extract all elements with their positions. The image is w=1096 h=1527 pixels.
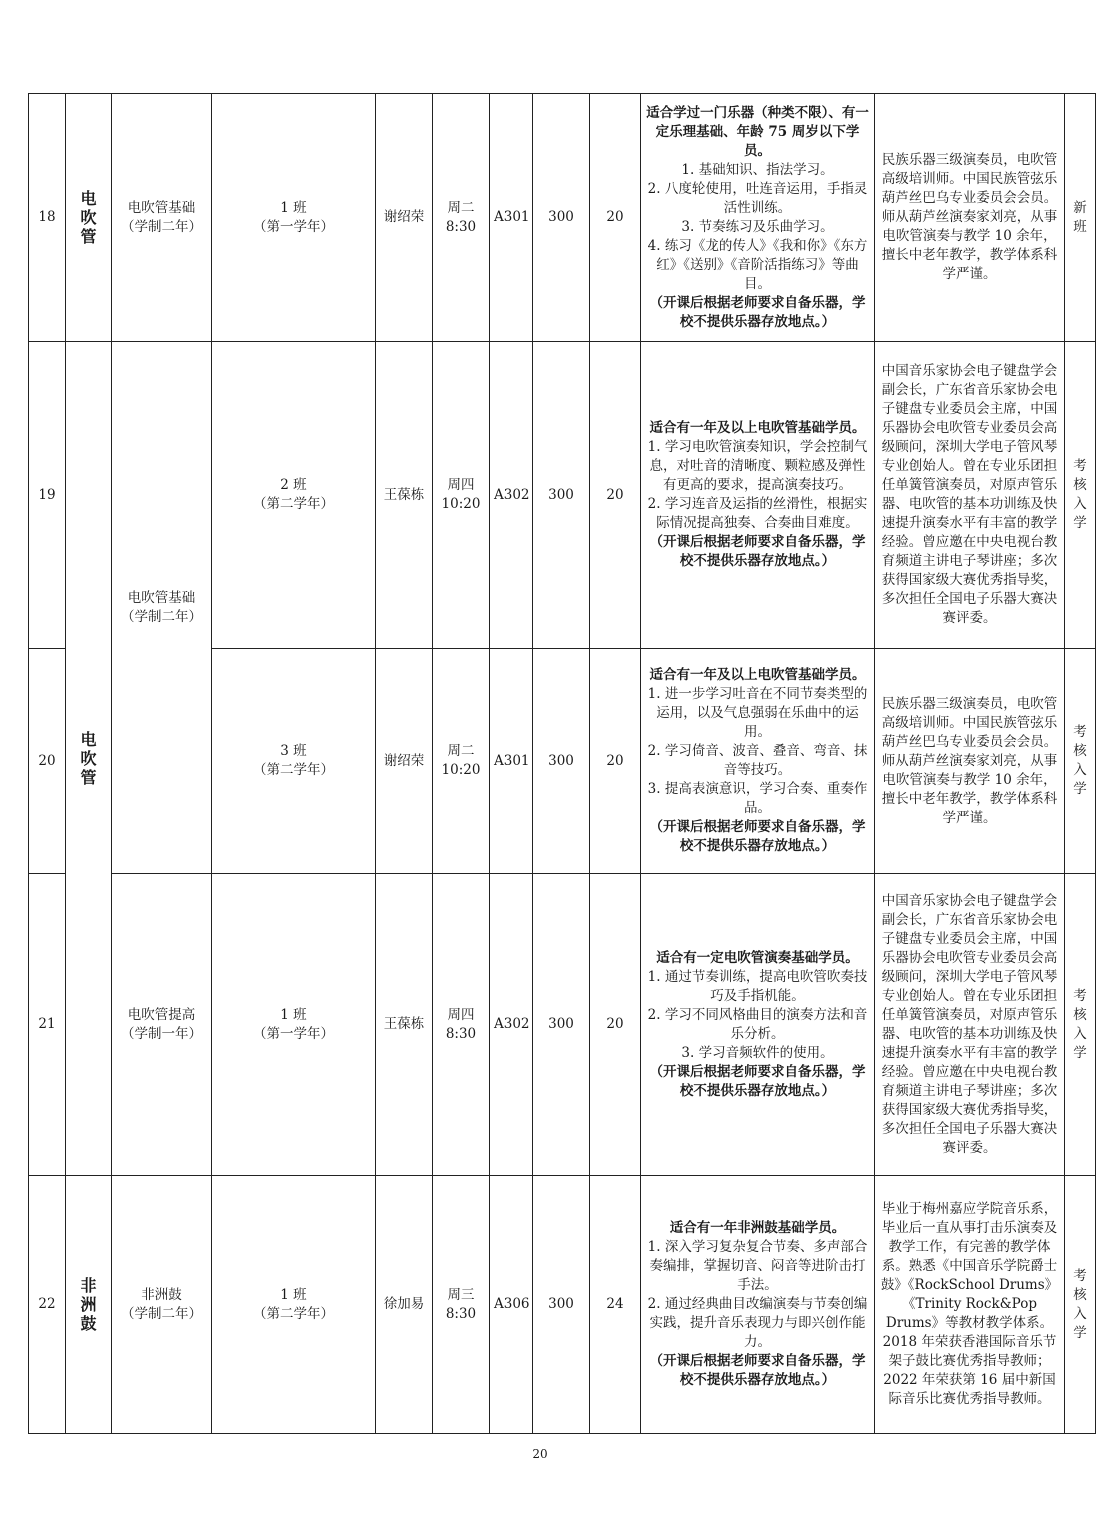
remark-cell (1065, 649, 1096, 874)
fee: 300 (533, 874, 590, 1176)
teacher-bio-text: 中国音乐家协会电子键盘学会副会长，广东省音乐家协会电子键盘专业委员会主席，中国乐器协会电吹管专业委员会高级顾问，深圳大学电子管风琴专业创始人。曾在专业乐团担任单簧管演奏员，对原声管乐器、电吹管的基本功训练及快速提升演奏水平有丰富的教学经验。曾应邀在中央电视台教育频道主讲电子琴讲座；多次获得国家级大赛优秀指导奖，多次担任全国电子乐器大赛决赛评委。 (881, 892, 1058, 1156)
requirements-cell (641, 342, 875, 649)
course-duration: （学制二年） (121, 1305, 202, 1322)
requirements-note: （开课后根据老师要求自备乐器，学校不提供乐器存放地点。） (649, 819, 866, 854)
remark-cell (1065, 94, 1096, 342)
quota: 20 (590, 342, 641, 649)
requirement-item: 2. 学习连音及运指的丝滑性，根据实际情况提高独奏、合奏曲目难度。 (647, 496, 868, 531)
remark-char: 核 (1073, 1006, 1087, 1023)
requirement-item: 2. 学习倚音、波音、叠音、弯音、抹音等技巧。 (647, 743, 868, 778)
requirements-head: 适合有一年及以上电吹管基础学员。 (649, 420, 866, 436)
time-cell (433, 342, 490, 649)
room: A301 (490, 649, 533, 874)
requirement-item: 3. 提高表演意识，学习合奏、重奏作品。 (647, 781, 868, 816)
course-cell (112, 874, 212, 1176)
room: A306 (490, 1176, 533, 1434)
row-number: 19 (29, 342, 66, 649)
room: A302 (490, 874, 533, 1176)
quota: 20 (590, 874, 641, 1176)
course-name: 电吹管基础 (127, 589, 196, 606)
remark-char: 核 (1073, 1286, 1087, 1303)
class-year: （第二学年） (253, 1305, 334, 1322)
requirements-head: 适合有一年非洲鼓基础学员。 (669, 1220, 846, 1236)
time-cell (433, 1176, 490, 1434)
requirements-head: 适合有一定电吹管演奏基础学员。 (656, 949, 859, 966)
requirement-item: 2. 通过经典曲目改编演奏与节奏创编实践，提升音乐表现力与即兴创作能力。 (647, 1296, 868, 1350)
weekday: 周二 (447, 743, 475, 759)
class-name: 3 班 (280, 743, 307, 759)
quota: 24 (590, 1176, 641, 1434)
class-year: （第一学年） (253, 218, 334, 235)
remark-char: 新 (1073, 199, 1087, 216)
row-number: 20 (29, 649, 66, 874)
remark-char: 核 (1073, 477, 1087, 493)
class-name: 1 班 (280, 1286, 307, 1303)
remark-char: 核 (1073, 743, 1087, 759)
class-year: （第二学年） (253, 762, 334, 778)
remark-char: 入 (1073, 1025, 1087, 1042)
requirements-cell (641, 874, 875, 1176)
row-number: 21 (29, 874, 66, 1176)
class-cell (212, 874, 376, 1176)
table-row (29, 874, 1096, 1176)
table-row (29, 342, 1096, 649)
start-time: 10:20 (441, 496, 481, 512)
course-schedule-table (28, 93, 1096, 1434)
start-time: 8:30 (445, 1305, 477, 1322)
course-name: 非洲鼓 (141, 1286, 182, 1303)
weekday: 周四 (447, 477, 475, 493)
requirements-head: 适合有一年及以上电吹管基础学员。 (649, 667, 866, 683)
course-cell (112, 342, 212, 874)
start-time: 8:30 (445, 1025, 477, 1042)
teacher-bio (875, 342, 1065, 649)
row-number: 18 (29, 94, 66, 342)
category-char: 吹 (80, 208, 97, 227)
class-name: 1 班 (280, 199, 307, 216)
course-name: 电吹管基础 (127, 199, 196, 216)
requirement-item: 2. 学习不同风格曲目的演奏方法和音乐分析。 (647, 1006, 868, 1042)
time-cell (433, 649, 490, 874)
time-cell (433, 874, 490, 1176)
class-year: （第一学年） (253, 1025, 334, 1042)
requirements-cell (641, 649, 875, 874)
requirement-item: 1. 进一步学习吐音在不同节奏类型的运用，以及气息强弱在乐曲中的运用。 (647, 686, 868, 740)
category-char: 管 (80, 227, 97, 246)
requirements-note: （开课后根据老师要求自备乐器，学校不提供乐器存放地点。） (649, 1353, 866, 1388)
course-cell (112, 94, 212, 342)
quota: 20 (590, 649, 641, 874)
course-cell (112, 1176, 212, 1434)
remark-char: 学 (1073, 781, 1087, 797)
category-char: 鼓 (80, 1314, 97, 1333)
requirements-note: （开课后根据老师要求自备乐器，学校不提供乐器存放地点。） (649, 1063, 866, 1099)
start-time: 10:20 (441, 762, 481, 778)
category-cell (66, 342, 112, 1176)
requirements-note: （开课后根据老师要求自备乐器，学校不提供乐器存放地点。） (649, 294, 866, 330)
fee: 300 (533, 1176, 590, 1434)
class-cell (212, 1176, 376, 1434)
remark-char: 入 (1073, 1305, 1087, 1322)
category-char: 电 (80, 730, 97, 749)
teacher-bio-text: 民族乐器三级演奏员，电吹管高级培训师。中国民族管弦乐葫芦丝巴乌专业委员会会员。师从葫芦丝演奏家刘亮，从事电吹管演奏与教学 10 余年，擅长中老年教学，教学体系科学严谨。 (881, 695, 1058, 826)
remark-cell (1065, 342, 1096, 649)
row-number: 22 (29, 1176, 66, 1434)
requirement-item: 3. 学习音频软件的使用。 (681, 1044, 834, 1061)
teacher-bio (875, 1176, 1065, 1434)
remark-char: 学 (1073, 1324, 1087, 1341)
requirements-note: （开课后根据老师要求自备乐器，学校不提供乐器存放地点。） (649, 534, 866, 569)
class-cell (212, 94, 376, 342)
category-char: 非 (80, 1276, 97, 1295)
room: A302 (490, 342, 533, 649)
course-duration: （学制二年） (121, 608, 202, 625)
remark-char: 学 (1073, 1044, 1087, 1061)
requirement-item: 1. 基础知识、指法学习。 (681, 161, 834, 178)
requirement-item: 3. 节奏练习及乐曲学习。 (681, 218, 834, 235)
category-char: 管 (80, 768, 97, 787)
weekday: 周四 (447, 1006, 475, 1023)
requirement-item: 1. 学习电吹管演奏知识，学会控制气息，对吐音的清晰度、颗粒感及弹性有更高的要求，提高演奏技巧。 (647, 439, 868, 493)
teacher-bio-text: 民族乐器三级演奏员，电吹管高级培训师。中国民族管弦乐葫芦丝巴乌专业委员会会员。师从葫芦丝演奏家刘亮，从事电吹管演奏与教学 10 余年，擅长中老年教学，教学体系科学严谨。 (881, 152, 1058, 282)
fee: 300 (533, 649, 590, 874)
requirement-item: 1. 通过节奏训练，提高电吹管吹奏技巧及手指机能。 (647, 968, 868, 1004)
remark-cell (1065, 1176, 1096, 1434)
course-name: 电吹管提高 (127, 1006, 196, 1023)
teacher-name: 徐加易 (376, 1176, 433, 1434)
course-duration: （学制二年） (121, 218, 202, 235)
teacher-bio (875, 94, 1065, 342)
teacher-bio-text: 毕业于梅州嘉应学院音乐系，毕业后一直从事打击乐演奏及教学工作，有完善的教学体系。熟悉《中国音乐学院爵士鼓》《RockSchool Drums》《Trinity Rock&Pop Drums》等教材教学体系。2018 年荣获香港国际音乐节架子鼓比赛优秀指导教师；2022 年荣获第 16 届中新国际音乐比赛优秀指导教师。 (880, 1201, 1059, 1407)
class-cell (212, 649, 376, 874)
category-cell (66, 1176, 112, 1434)
requirement-item: 2. 八度轮使用，吐连音运用，手指灵活性训练。 (647, 180, 868, 216)
remark-char: 入 (1073, 762, 1087, 778)
class-cell (212, 342, 376, 649)
remark-char: 学 (1073, 515, 1087, 531)
page-number: 20 (532, 1447, 548, 1461)
table-row (29, 94, 1096, 342)
time-cell (433, 94, 490, 342)
teacher-bio-text: 中国音乐家协会电子键盘学会副会长，广东省音乐家协会电子键盘专业委员会主席，中国乐器协会电吹管专业委员会高级顾问，深圳大学电子管风琴专业创始人。曾在专业乐团担任单簧管演奏员，对原声管乐器、电吹管的基本功训练及快速提升演奏水平有丰富的教学经验。曾应邀在中央电视台教育频道主讲电子琴讲座；多次获得国家级大赛优秀指导奖，多次担任全国电子乐器大赛决赛评委。 (881, 363, 1058, 626)
teacher-bio (875, 874, 1065, 1176)
remark-char: 入 (1073, 496, 1087, 512)
fee: 300 (533, 94, 590, 342)
remark-char: 考 (1073, 724, 1087, 740)
requirements-cell (641, 1176, 875, 1434)
teacher-name: 谢绍荣 (376, 94, 433, 342)
fee: 300 (533, 342, 590, 649)
weekday: 周二 (447, 199, 475, 216)
course-duration: （学制一年） (121, 1025, 202, 1042)
requirements-cell (641, 94, 875, 342)
start-time: 8:30 (445, 218, 477, 235)
remark-char: 考 (1073, 1267, 1087, 1284)
teacher-name: 王葆栋 (376, 342, 433, 649)
table-row (29, 1176, 1096, 1434)
remark-cell (1065, 874, 1096, 1176)
category-char: 洲 (80, 1295, 97, 1314)
class-name: 1 班 (280, 1006, 307, 1023)
room: A301 (490, 94, 533, 342)
remark-char: 考 (1073, 987, 1087, 1004)
requirements-head: 适合学过一门乐器（种类不限）、有一定乐理基础、年龄 75 周岁以下学员。 (646, 104, 869, 159)
teacher-name: 王葆栋 (376, 874, 433, 1176)
requirement-item: 4. 练习《龙的传人》《我和你》《东方红》《送别》《音阶活指练习》等曲目。 (647, 237, 868, 292)
category-char: 电 (80, 189, 97, 208)
remark-char: 考 (1073, 458, 1087, 474)
quota: 20 (590, 94, 641, 342)
weekday: 周三 (447, 1286, 475, 1303)
category-cell (66, 94, 112, 342)
category-char: 吹 (80, 749, 97, 768)
teacher-name: 谢绍荣 (376, 649, 433, 874)
teacher-bio (875, 649, 1065, 874)
requirement-item: 1. 深入学习复杂复合节奏、多声部合奏编排，掌握切音、闷音等进阶击打手法。 (647, 1239, 868, 1293)
class-year: （第二学年） (253, 496, 334, 512)
class-name: 2 班 (280, 477, 307, 493)
remark-char: 班 (1073, 218, 1087, 235)
